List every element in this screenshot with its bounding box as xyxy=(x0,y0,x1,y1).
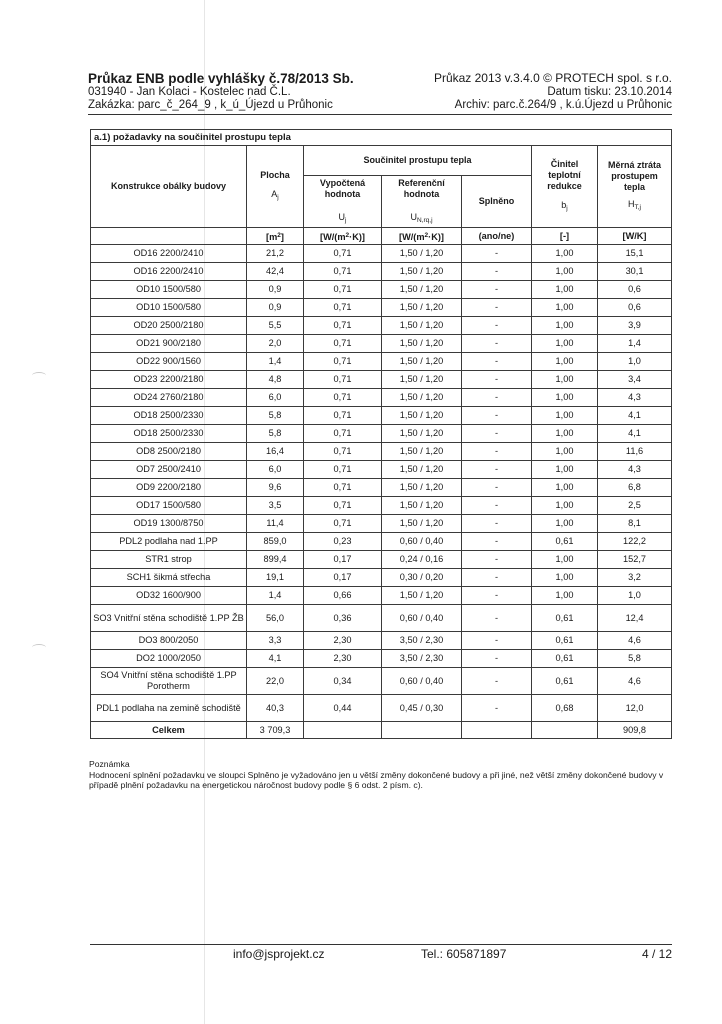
cell-reduction: 1,00 xyxy=(532,443,598,461)
cell-u-ref: 1,50 / 1,20 xyxy=(382,299,462,317)
cell-reduction: 0,61 xyxy=(532,533,598,551)
cell-u-calc: 2,30 xyxy=(304,632,382,650)
cell-construction: OD22 900/1560 xyxy=(91,353,247,371)
u-ref-label: Referenční hodnota xyxy=(398,177,445,199)
u-calc-label: Vypočtená hodnota xyxy=(319,177,366,199)
table-row xyxy=(91,443,672,461)
cell-u-calc: 0,71 xyxy=(304,425,382,443)
cell-fulfilled: - xyxy=(462,515,532,533)
unit-loss: [W/K] xyxy=(598,228,672,245)
cell-fulfilled: - xyxy=(462,443,532,461)
col-header-u-calc xyxy=(304,176,382,228)
cell-fulfilled: - xyxy=(462,569,532,587)
cell-construction: OD21 900/2180 xyxy=(91,335,247,353)
cell-u-ref: 0,60 / 0,40 xyxy=(382,605,462,632)
u-ref-symbol: $U_{N,rq,j}$ xyxy=(410,211,433,224)
u-calc-symbol: $U_j$ xyxy=(338,211,347,224)
unit-fulfilled: (ano/ne) xyxy=(462,228,532,245)
cell-loss: 4,1 xyxy=(598,407,672,425)
cell-loss: 12,4 xyxy=(598,605,672,632)
cell-construction: OD10 1500/580 xyxy=(91,281,247,299)
cell-area: 9,6 xyxy=(247,479,304,497)
cell-u-ref: 0,60 / 0,40 xyxy=(382,533,462,551)
total-reduction xyxy=(532,722,598,739)
col-header-reduction xyxy=(532,146,598,228)
cell-u-calc: 0,71 xyxy=(304,245,382,263)
page-number: 4 / 12 xyxy=(641,947,672,961)
col-header-construction: Konstrukce obálky budovy xyxy=(91,146,247,228)
cell-u-calc: 0,71 xyxy=(304,443,382,461)
table-row xyxy=(91,497,672,515)
cell-loss: 2,5 xyxy=(598,497,672,515)
cell-u-calc: 0,71 xyxy=(304,497,382,515)
cell-reduction: 1,00 xyxy=(532,407,598,425)
cell-reduction: 1,00 xyxy=(532,497,598,515)
cell-u-calc: 0,71 xyxy=(304,371,382,389)
cell-u-ref: 0,60 / 0,40 xyxy=(382,668,462,695)
cell-fulfilled: - xyxy=(462,497,532,515)
cell-construction: OD9 2200/2180 xyxy=(91,479,247,497)
cell-reduction: 0,61 xyxy=(532,668,598,695)
cell-area: 3,5 xyxy=(247,497,304,515)
note-block xyxy=(89,759,689,791)
cell-fulfilled: - xyxy=(462,335,532,353)
cell-loss: 30,1 xyxy=(598,263,672,281)
cell-u-ref: 1,50 / 1,20 xyxy=(382,461,462,479)
cell-loss: 4,1 xyxy=(598,425,672,443)
cell-u-calc: 0,34 xyxy=(304,668,382,695)
cell-area: 5,5 xyxy=(247,317,304,335)
cell-loss: 1,4 xyxy=(598,335,672,353)
cell-fulfilled: - xyxy=(462,389,532,407)
cell-loss: 1,0 xyxy=(598,353,672,371)
cell-construction: STR1 strop xyxy=(91,551,247,569)
requirements-table xyxy=(90,129,672,739)
cell-construction: OD17 1500/580 xyxy=(91,497,247,515)
cell-construction: OD10 1500/580 xyxy=(91,299,247,317)
cell-reduction: 0,61 xyxy=(532,632,598,650)
cell-area: 40,3 xyxy=(247,695,304,722)
cell-u-calc: 0,71 xyxy=(304,461,382,479)
table-row xyxy=(91,389,672,407)
unit-u-calc: $[W/(m^2\cdot K)]$ xyxy=(304,228,382,245)
cell-reduction: 1,00 xyxy=(532,389,598,407)
cell-fulfilled: - xyxy=(462,587,532,605)
total-area: 3 709,3 xyxy=(247,722,304,739)
cell-loss: 4,6 xyxy=(598,632,672,650)
footer-rule xyxy=(90,944,672,945)
cell-u-ref: 1,50 / 1,20 xyxy=(382,317,462,335)
cell-u-calc: 0,17 xyxy=(304,569,382,587)
cell-construction: OD8 2500/2180 xyxy=(91,443,247,461)
cell-area: 3,3 xyxy=(247,632,304,650)
cell-u-calc: 0,71 xyxy=(304,299,382,317)
area-symbol: $A_j$ xyxy=(271,189,279,201)
loss-label: Měrná ztráta prostupem tepla xyxy=(608,160,662,192)
cell-u-calc: 0,17 xyxy=(304,551,382,569)
cell-construction: PDL2 podlaha nad 1.PP xyxy=(91,533,247,551)
cell-area: 4,8 xyxy=(247,371,304,389)
total-u-calc xyxy=(304,722,382,739)
cell-loss: 3,4 xyxy=(598,371,672,389)
cell-area: 11,4 xyxy=(247,515,304,533)
cell-reduction: 1,00 xyxy=(532,515,598,533)
scan-artifact xyxy=(32,644,46,651)
cell-u-calc: 0,71 xyxy=(304,335,382,353)
cell-fulfilled: - xyxy=(462,461,532,479)
document-title: Průkaz ENB podle vyhlášky č.78/2013 Sb. xyxy=(88,71,354,86)
cell-loss: 4,6 xyxy=(598,668,672,695)
cell-u-ref: 0,24 / 0,16 xyxy=(382,551,462,569)
cell-construction: OD23 2200/2180 xyxy=(91,371,247,389)
cell-construction: SO3 Vnitřní stěna schodiště 1.PP ŽB xyxy=(91,605,247,632)
cell-area: 0,9 xyxy=(247,281,304,299)
cell-area: 21,2 xyxy=(247,245,304,263)
cell-area: 1,4 xyxy=(247,587,304,605)
cell-fulfilled: - xyxy=(462,695,532,722)
cell-fulfilled: - xyxy=(462,632,532,650)
table-row xyxy=(91,245,672,263)
cell-u-calc: 0,71 xyxy=(304,281,382,299)
cell-u-ref: 1,50 / 1,20 xyxy=(382,587,462,605)
cell-fulfilled: - xyxy=(462,407,532,425)
cell-fulfilled: - xyxy=(462,479,532,497)
cell-construction: PDL1 podlaha na zemině schodiště xyxy=(91,695,247,722)
total-label: Celkem xyxy=(91,722,247,739)
cell-u-ref: 0,30 / 0,20 xyxy=(382,569,462,587)
cell-u-ref: 0,45 / 0,30 xyxy=(382,695,462,722)
footer-email: info@jsprojekt.cz xyxy=(233,947,325,961)
cell-loss: 122,2 xyxy=(598,533,672,551)
table-row xyxy=(91,263,672,281)
cell-reduction: 1,00 xyxy=(532,371,598,389)
order-line: Zakázka: parc_č_264_9 , k_ú_Újezd u Průhonic xyxy=(88,99,333,111)
cell-u-ref: 1,50 / 1,20 xyxy=(382,443,462,461)
units-row xyxy=(91,228,672,245)
cell-loss: 0,6 xyxy=(598,281,672,299)
cell-area: 22,0 xyxy=(247,668,304,695)
cell-u-ref: 1,50 / 1,20 xyxy=(382,245,462,263)
section-title: a.1) požadavky na součinitel prostupu tepla xyxy=(91,130,672,146)
cell-area: 19,1 xyxy=(247,569,304,587)
cell-area: 0,9 xyxy=(247,299,304,317)
table-row xyxy=(91,650,672,668)
cell-u-calc: 0,71 xyxy=(304,389,382,407)
cell-u-ref: 3,50 / 2,30 xyxy=(382,632,462,650)
cell-u-calc: 0,71 xyxy=(304,515,382,533)
cell-u-calc: 0,71 xyxy=(304,479,382,497)
cell-reduction: 1,00 xyxy=(532,335,598,353)
cell-construction: OD19 1300/8750 xyxy=(91,515,247,533)
reduction-label: Činitel teplotní redukce xyxy=(547,159,582,191)
table-row xyxy=(91,533,672,551)
total-fulfilled xyxy=(462,722,532,739)
table-row xyxy=(91,335,672,353)
cell-u-calc: 0,44 xyxy=(304,695,382,722)
cell-construction: OD32 1600/900 xyxy=(91,587,247,605)
cell-fulfilled: - xyxy=(462,263,532,281)
cell-reduction: 0,61 xyxy=(532,605,598,632)
note-text: Hodnocení splnění požadavku ve sloupci Splněno je vyžadováno jen u větší změny dokončené budovy a při jiné, než větší změny dokončené budovy v případě plnění požadavku na energetickou náročnost budovy podle § 6 odst. 2 písm. c). xyxy=(89,769,664,790)
cell-u-calc: 0,71 xyxy=(304,353,382,371)
reduction-symbol: $b_j$ xyxy=(561,200,568,212)
total-u-ref xyxy=(382,722,462,739)
cell-u-ref: 1,50 / 1,20 xyxy=(382,497,462,515)
table-row xyxy=(91,425,672,443)
cell-u-ref: 1,50 / 1,20 xyxy=(382,425,462,443)
cell-construction: OD16 2200/2410 xyxy=(91,245,247,263)
cell-construction: OD18 2500/2330 xyxy=(91,425,247,443)
footer-phone: Tel.: 605871897 xyxy=(421,947,507,961)
cell-area: 56,0 xyxy=(247,605,304,632)
table-row xyxy=(91,353,672,371)
note-title: Poznámka xyxy=(89,759,130,769)
cell-loss: 6,8 xyxy=(598,479,672,497)
col-header-fulfilled: Splněno xyxy=(462,176,532,228)
unit-area: $[m^2]$ xyxy=(247,228,304,245)
cell-fulfilled: - xyxy=(462,650,532,668)
cell-loss: 11,6 xyxy=(598,443,672,461)
cell-reduction: 1,00 xyxy=(532,263,598,281)
cell-loss: 4,3 xyxy=(598,389,672,407)
total-row xyxy=(91,722,672,739)
cell-loss: 12,0 xyxy=(598,695,672,722)
cell-u-ref: 1,50 / 1,20 xyxy=(382,407,462,425)
cell-area: 6,0 xyxy=(247,461,304,479)
cell-fulfilled: - xyxy=(462,551,532,569)
table-row xyxy=(91,515,672,533)
cell-u-calc: 2,30 xyxy=(304,650,382,668)
table-row xyxy=(91,587,672,605)
cell-construction: SCH1 šikmá střecha xyxy=(91,569,247,587)
cell-construction: OD16 2200/2410 xyxy=(91,263,247,281)
cell-reduction: 1,00 xyxy=(532,317,598,335)
cell-u-ref: 1,50 / 1,20 xyxy=(382,389,462,407)
cell-loss: 0,6 xyxy=(598,299,672,317)
cell-fulfilled: - xyxy=(462,299,532,317)
cell-area: 859,0 xyxy=(247,533,304,551)
cell-loss: 8,1 xyxy=(598,515,672,533)
cell-fulfilled: - xyxy=(462,281,532,299)
cell-fulfilled: - xyxy=(462,371,532,389)
cell-u-ref: 1,50 / 1,20 xyxy=(382,263,462,281)
cell-area: 6,0 xyxy=(247,389,304,407)
cell-reduction: 1,00 xyxy=(532,551,598,569)
header-left xyxy=(88,71,388,112)
cell-fulfilled: - xyxy=(462,605,532,632)
cell-u-calc: 0,36 xyxy=(304,605,382,632)
cell-construction: OD7 2500/2410 xyxy=(91,461,247,479)
cell-area: 5,8 xyxy=(247,425,304,443)
archive-line: Archiv: parc.č.264/9 , k.ú.Újezd u Průhonic xyxy=(454,99,672,111)
table-row xyxy=(91,371,672,389)
cell-construction: OD20 2500/2180 xyxy=(91,317,247,335)
cell-reduction: 1,00 xyxy=(532,587,598,605)
cell-loss: 15,1 xyxy=(598,245,672,263)
table-row xyxy=(91,317,672,335)
col-header-u-group: Součinitel prostupu tepla xyxy=(304,146,532,176)
print-date: Datum tisku: 23.10.2014 xyxy=(547,86,672,98)
table-row xyxy=(91,569,672,587)
cell-reduction: 1,00 xyxy=(532,353,598,371)
table-row xyxy=(91,299,672,317)
table-row xyxy=(91,605,672,632)
table-row xyxy=(91,668,672,695)
loss-symbol: $H_{T,j}$ xyxy=(628,199,641,211)
col-header-loss xyxy=(598,146,672,228)
cell-construction: OD24 2760/2180 xyxy=(91,389,247,407)
cell-u-ref: 1,50 / 1,20 xyxy=(382,335,462,353)
cell-construction: SO4 Vnitřní stěna schodiště 1.PP Porotherm xyxy=(91,668,247,695)
header-rule xyxy=(88,114,672,115)
table-row xyxy=(91,695,672,722)
cell-reduction: 1,00 xyxy=(532,299,598,317)
author-line: 031940 - Jan Kolaci - Kostelec nad Č.L. xyxy=(88,86,291,98)
cell-construction: OD18 2500/2330 xyxy=(91,407,247,425)
cell-reduction: 1,00 xyxy=(532,425,598,443)
table-row xyxy=(91,461,672,479)
cell-u-calc: 0,71 xyxy=(304,317,382,335)
cell-reduction: 1,00 xyxy=(532,245,598,263)
cell-construction: DO3 800/2050 xyxy=(91,632,247,650)
col-header-u-ref xyxy=(382,176,462,228)
cell-loss: 3,9 xyxy=(598,317,672,335)
cell-loss: 4,3 xyxy=(598,461,672,479)
cell-fulfilled: - xyxy=(462,668,532,695)
unit-u-ref: $[W/(m^2\cdot K)]$ xyxy=(382,228,462,245)
col-header-area xyxy=(247,146,304,228)
cell-loss: 1,0 xyxy=(598,587,672,605)
cell-u-ref: 1,50 / 1,20 xyxy=(382,371,462,389)
cell-area: 42,4 xyxy=(247,263,304,281)
header-right xyxy=(372,71,672,112)
cell-fulfilled: - xyxy=(462,353,532,371)
cell-u-calc: 0,71 xyxy=(304,407,382,425)
table-row xyxy=(91,479,672,497)
cell-u-ref: 1,50 / 1,20 xyxy=(382,515,462,533)
cell-reduction: 0,68 xyxy=(532,695,598,722)
table-row xyxy=(91,281,672,299)
cell-u-ref: 3,50 / 2,30 xyxy=(382,650,462,668)
area-label: Plocha xyxy=(260,170,290,180)
cell-u-ref: 1,50 / 1,20 xyxy=(382,479,462,497)
cell-reduction: 1,00 xyxy=(532,479,598,497)
cell-area: 16,4 xyxy=(247,443,304,461)
cell-u-calc: 0,71 xyxy=(304,263,382,281)
cell-reduction: 0,61 xyxy=(532,650,598,668)
cell-loss: 5,8 xyxy=(598,650,672,668)
cell-loss: 152,7 xyxy=(598,551,672,569)
cell-construction: DO2 1000/2050 xyxy=(91,650,247,668)
table-row xyxy=(91,407,672,425)
cell-u-calc: 0,23 xyxy=(304,533,382,551)
cell-area: 4,1 xyxy=(247,650,304,668)
table-row xyxy=(91,632,672,650)
cell-u-ref: 1,50 / 1,20 xyxy=(382,353,462,371)
cell-reduction: 1,00 xyxy=(532,281,598,299)
total-loss: 909,8 xyxy=(598,722,672,739)
cell-u-ref: 1,50 / 1,20 xyxy=(382,281,462,299)
cell-area: 899,4 xyxy=(247,551,304,569)
unit-construction xyxy=(91,228,247,245)
cell-area: 1,4 xyxy=(247,353,304,371)
software-line: Průkaz 2013 v.3.4.0 © PROTECH spol. s r.o. xyxy=(433,71,672,85)
cell-u-calc: 0,66 xyxy=(304,587,382,605)
cell-loss: 3,2 xyxy=(598,569,672,587)
table-row xyxy=(91,551,672,569)
scan-artifact xyxy=(32,372,46,379)
cell-fulfilled: - xyxy=(462,533,532,551)
cell-reduction: 1,00 xyxy=(532,461,598,479)
cell-area: 5,8 xyxy=(247,407,304,425)
unit-reduction: [-] xyxy=(532,228,598,245)
cell-fulfilled: - xyxy=(462,317,532,335)
cell-fulfilled: - xyxy=(462,425,532,443)
cell-area: 2,0 xyxy=(247,335,304,353)
cell-fulfilled: - xyxy=(462,245,532,263)
cell-reduction: 1,00 xyxy=(532,569,598,587)
